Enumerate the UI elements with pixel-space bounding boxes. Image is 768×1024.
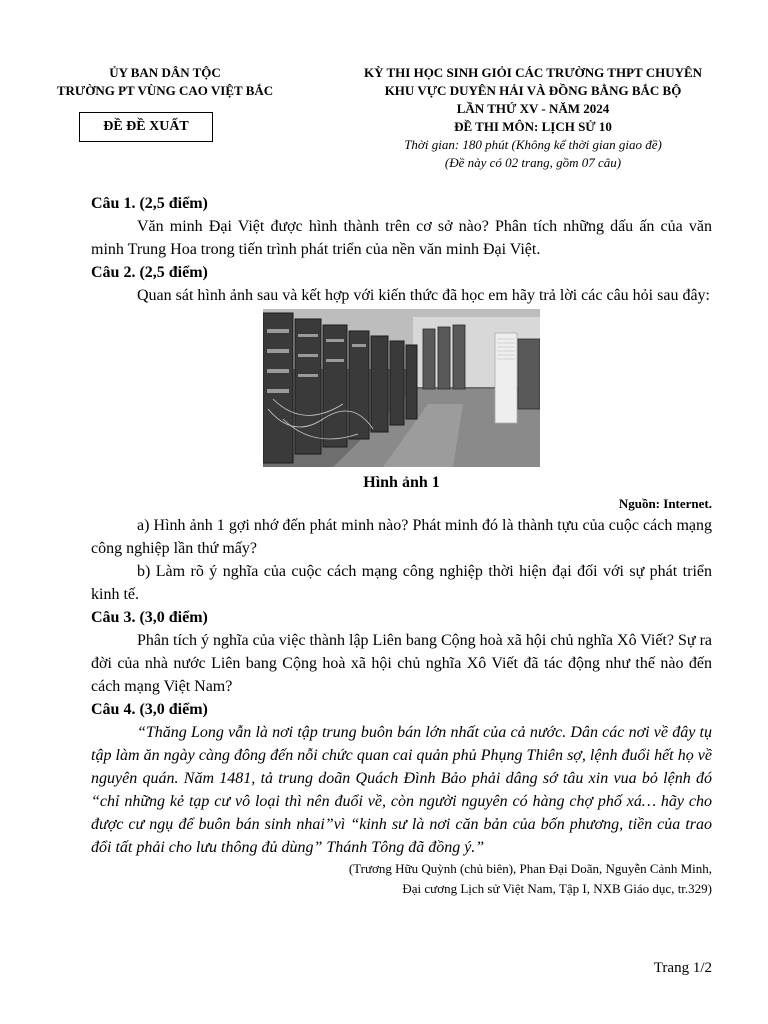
- figure-source: Nguồn: Internet.: [618, 496, 712, 511]
- exam-title-line-1: KỲ THI HỌC SINH GIỎI CÁC TRƯỜNG THPT CHUYÊN: [363, 65, 703, 80]
- issuer-block: [40, 64, 290, 100]
- question-4-heading: Câu 4. (3,0 điểm): [91, 701, 208, 718]
- question-3-text: Phân tích ý nghĩa của việc thành lập Liên bang Cộng hoà xã hội chủ nghĩa Xô Viết? Sự ra đời của nhà nước Liên bang Cộng hoà xã hội chủ nghĩa Xô Viết đã tác động như thế nào đến cách mạng Việt Nam?: [91, 632, 712, 695]
- exam-subject: ĐỀ THI MÔN: LỊCH SỬ 10: [454, 119, 612, 134]
- page-number: Trang 1/2: [653, 960, 712, 976]
- citation-line-2: Đại cương Lịch sử Việt Nam, Tập I, NXB Giáo dục, tr.329): [402, 881, 712, 896]
- question-2-text: Quan sát hình ảnh sau và kết hợp với kiến thức đã học em hãy trả lời các câu hỏi sau đây:: [137, 287, 710, 304]
- exam-title-line-3: LẦN THỨ XV - NĂM 2024: [456, 101, 610, 116]
- exam-duration: Thời gian: 180 phút (Không kể thời gian giao đề): [404, 137, 662, 152]
- question-2a: a) Hình ảnh 1 gợi nhớ đến phát minh nào? Phát minh đó là thành tựu của cuộc cách mạng công nghiệp lần thứ mấy?: [91, 517, 712, 557]
- question-4-quote: “Thăng Long vẫn là nơi tập trung buôn bán lớn nhất của cả nước. Dân các nơi về đây tụ tập làm ăn ngày càng đông đến nỗi chức quan cai quản phủ Phụng Thiên sợ, lệnh đuổi hết họ về nguyên quán. Năm 1481, tả trung doãn Quách Đình Bảo phải dâng sớ tâu xin vua bỏ lệnh đó “chỉ những kẻ tạp cư vô loại thì nên đuổi về, còn người nguyên có hàng chợ phố xá… hãy cho được cư ngụ để buôn bán sinh nhai”vì “kinh sư là nơi căn bản của bốn phương, tiền của trao đổi tất phải cho lưu thông đủ dùng” Thánh Tông đã đồng ý.”: [91, 724, 712, 856]
- question-2b: b) Làm rõ ý nghĩa của cuộc cách mạng công nghiệp thời hiện đại đối với sự phát triển kinh tế.: [91, 563, 712, 603]
- figure-1-caption: Hình ảnh 1: [363, 474, 440, 491]
- question-1-heading: Câu 1. (2,5 điểm): [91, 195, 208, 212]
- question-2-heading: Câu 2. (2,5 điểm): [91, 264, 208, 281]
- issuer-line-1: ỦY BAN DÂN TỘC: [109, 65, 221, 80]
- question-1-text: Văn minh Đại Việt được hình thành trên cơ sở nào? Phân tích những dấu ấn của văn minh Trung Hoa trong tiến trình phát triển của nền văn minh Đại Việt.: [91, 218, 712, 258]
- exam-title-line-2: KHU VỰC DUYÊN HẢI VÀ ĐỒNG BẰNG BẮC BỘ: [384, 83, 682, 98]
- figure-1: [91, 309, 712, 494]
- issuer-line-2: TRƯỜNG PT VÙNG CAO VIỆT BẮC: [56, 83, 274, 98]
- exam-page-info: (Đề này có 02 trang, gồm 07 câu): [444, 155, 622, 170]
- exam-title-block: [338, 64, 728, 172]
- question-3-heading: Câu 3. (3,0 điểm): [91, 609, 208, 626]
- citation-line-1: (Trương Hữu Quỳnh (chủ biên), Phan Đại Doãn, Nguyễn Cảnh Minh,: [348, 861, 712, 876]
- proposed-exam-stamp: ĐỀ ĐỀ XUẤT: [79, 112, 213, 142]
- computer-room-photo: [263, 309, 540, 467]
- exam-body: [91, 192, 712, 899]
